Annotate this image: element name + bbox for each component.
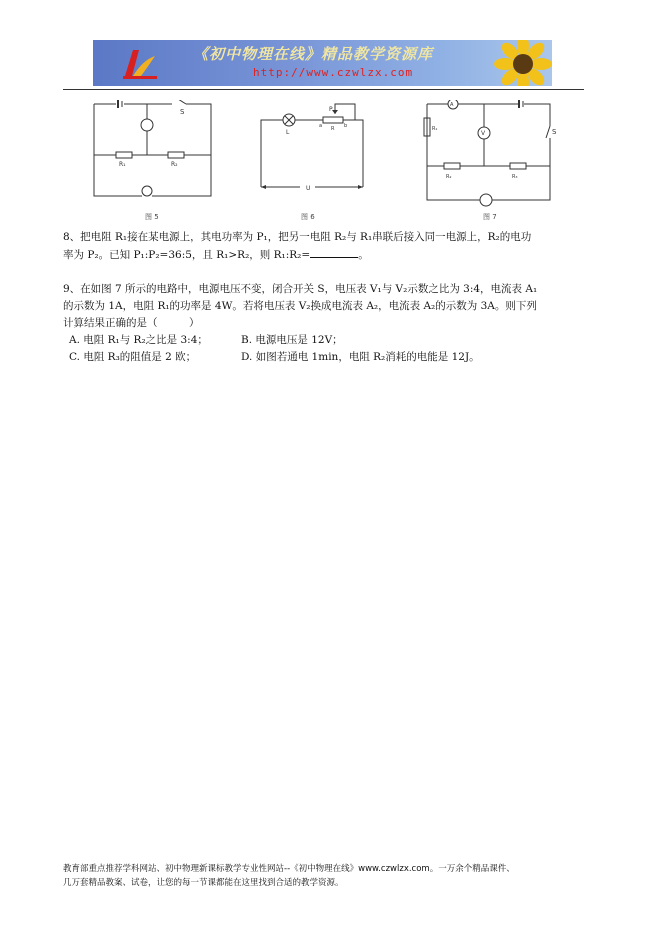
fig7-label-s: S bbox=[552, 128, 557, 136]
header-banner bbox=[93, 40, 552, 86]
footer-line-2: 几万套精品教案、试卷，让您的每一节课都能在这里找到合适的教学资源。 bbox=[63, 878, 344, 888]
fig7-label-a: A bbox=[450, 102, 454, 108]
option-row-2 bbox=[69, 349, 599, 366]
fig5-label-s: S bbox=[180, 108, 185, 116]
question-9-line-3: 计算结果正确的是（ ） bbox=[63, 317, 200, 329]
question-8-line-2 bbox=[63, 246, 593, 264]
sunflower-icon bbox=[493, 40, 552, 86]
option-c[interactable]: C. 电阻 R₃的阻值是 2 欧； bbox=[69, 351, 197, 363]
question-8-line-2-end: 。 bbox=[358, 249, 369, 261]
option-row-1 bbox=[69, 332, 599, 349]
fig6-label-l: L bbox=[286, 129, 290, 136]
figure-5-circuit bbox=[90, 100, 215, 225]
fig5-label-r2: R₂ bbox=[171, 161, 178, 168]
footer-line-1: 教育部重点推荐学科网站、初中物理新课标教学专业性网站--《初中物理在线》www.czwlzx.com。一万余个精品课件、 bbox=[63, 864, 515, 874]
fig7-label-r2: R₂ bbox=[446, 174, 452, 180]
banner-url[interactable]: http://www.czwlzx.com bbox=[253, 66, 414, 79]
figure-5-caption: 图 5 bbox=[145, 213, 159, 221]
option-d[interactable]: D. 如图若通电 1min，电阻 R₂消耗的电能是 12J。 bbox=[241, 351, 480, 363]
fig7-label-r1: R₁ bbox=[432, 126, 438, 132]
figure-7-caption: 图 7 bbox=[483, 213, 497, 221]
fig5-label-r1: R₁ bbox=[119, 161, 126, 168]
fig6-label-a: a bbox=[319, 123, 323, 129]
question-9-options bbox=[69, 332, 599, 366]
question-8-line-2-text: 率为 P₂。已知 P₁:P₂=36:5，且 R₁>R₂，则 R₁:R₂= bbox=[63, 249, 311, 261]
fig6-label-b: b bbox=[344, 123, 348, 129]
question-9-line-2: 的示数为 1A，电阻 R₁的功率是 4W。若将电压表 V₂换成电流表 A₂，电流表 A₂的示数为 3A。则下列 bbox=[63, 300, 537, 312]
fig7-label-r3: R₃ bbox=[512, 174, 518, 180]
site-logo-icon bbox=[119, 46, 159, 80]
question-9-line-1: 9、在如图 7 所示的电路中，电源电压不变，闭合开关 S，电压表 V₁与 V₂示数之比为 3:4，电流表 A₁ bbox=[63, 283, 538, 295]
question-8 bbox=[63, 229, 593, 264]
fig7-label-v: V bbox=[481, 130, 486, 137]
banner-title: 《初中物理在线》精品教学资源库 bbox=[193, 45, 434, 63]
question-9 bbox=[63, 281, 593, 332]
page-footer bbox=[63, 862, 593, 890]
figure-6-circuit bbox=[255, 100, 370, 200]
option-a[interactable]: A. 电阻 R₁与 R₂之比是 3:4； bbox=[69, 334, 208, 346]
fig6-label-r: R bbox=[331, 126, 335, 132]
figure-6-caption: 图 6 bbox=[301, 213, 315, 221]
answer-blank[interactable] bbox=[310, 246, 358, 258]
fig6-label-p: P bbox=[329, 106, 333, 113]
fig6-label-u: U bbox=[306, 185, 311, 192]
figure-7-circuit bbox=[422, 100, 557, 210]
question-8-line-1: 8、把电阻 R₁接在某电源上，其电功率为 P₁，把另一电阻 R₂与 R₁串联后接入同一电源上，R₂的电功 bbox=[63, 231, 532, 243]
header-divider bbox=[63, 89, 584, 90]
option-b[interactable]: B. 电源电压是 12V； bbox=[241, 334, 343, 346]
